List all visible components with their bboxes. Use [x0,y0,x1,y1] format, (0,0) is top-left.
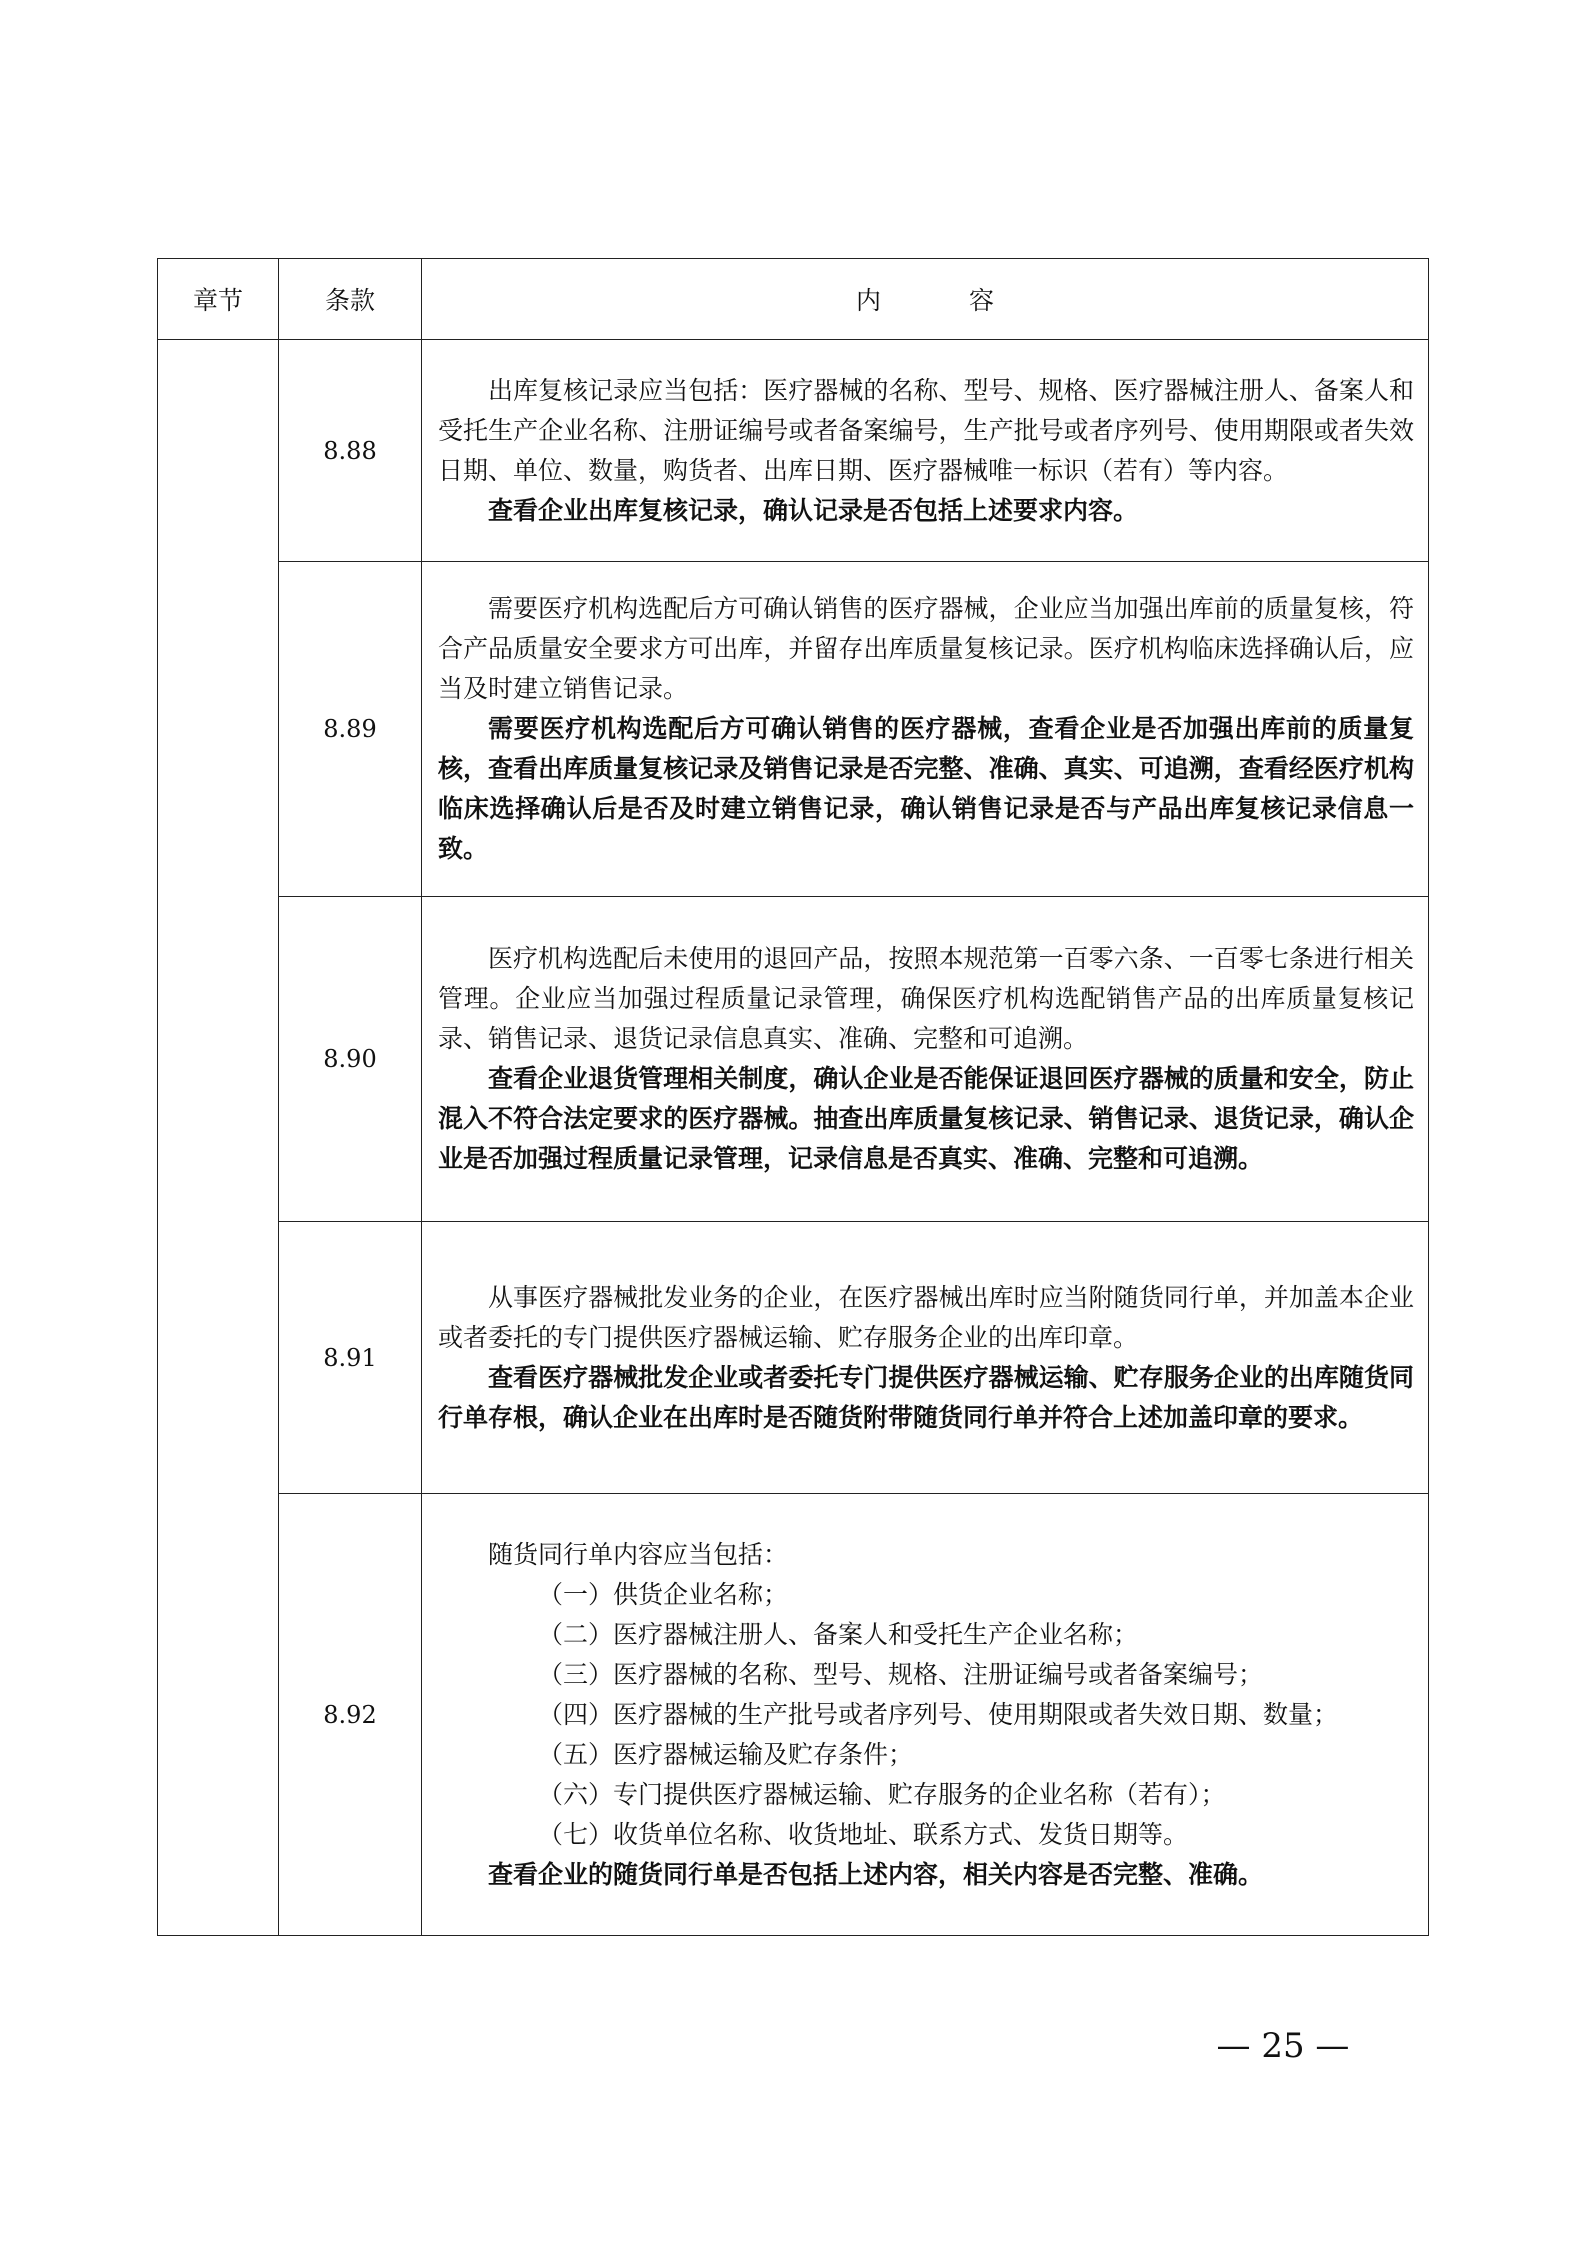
clause-number: 8.91 [279,1222,422,1494]
list-item: （三）医疗器械的名称、型号、规格、注册证编号或者备案编号； [538,1659,1264,1689]
inspection-text: 查看医疗器械批发企业或者委托专门提供医疗器械运输、贮存服务企业的出库随货同行单存根，确认企业在出库时是否随货附带随货同行单并符合上述加盖印章的要求。 [438,1362,1414,1432]
table-header-row [158,259,1429,340]
list-item: （一）供货企业名称； [538,1579,789,1609]
list-item: （二）医疗器械注册人、备案人和受托生产企业名称； [538,1619,1139,1649]
requirement-text: 出库复核记录应当包括：医疗器械的名称、型号、规格、医疗器械注册人、备案人和受托生产企业名称、注册证编号或者备案编号，生产批号或者序列号、使用期限或者失效日期、单位、数量，购货者、出库日期、医疗器械唯一标识（若有）等内容。 [438,375,1414,485]
regulation-table [157,258,1429,1936]
inspection-text: 查看企业的随货同行单是否包括上述内容，相关内容是否完整、准确。 [488,1859,1264,1889]
clause-number: 8.92 [279,1494,422,1936]
clause-content [422,562,1429,897]
requirement-text: 从事医疗器械批发业务的企业，在医疗器械出库时应当附随货同行单，并加盖本企业或者委托的专门提供医疗器械运输、贮存服务企业的出库印章。 [438,1282,1414,1352]
header-clause: 条款 [279,259,422,340]
table-row [158,1222,1429,1494]
requirement-text: 医疗机构选配后未使用的退回产品，按照本规范第一百零六条、一百零七条进行相关管理。企业应当加强过程质量记录管理，确保医疗机构选配销售产品的出库质量复核记录、销售记录、退货记录信息真实、准确、完整和可追溯。 [438,944,1414,1053]
list-item: （七）收货单位名称、收货地址、联系方式、发货日期等。 [538,1819,1189,1849]
table-row [158,1494,1429,1936]
inspection-text: 需要医疗机构选配后方可确认销售的医疗器械，查看企业是否加强出库前的质量复核，查看出库质量复核记录及销售记录是否完整、准确、真实、可追溯，查看经医疗机构临床选择确认后是否及时建立销售记录，确认销售记录是否与产品出库复核记录信息一致。 [438,714,1414,863]
inspection-text: 查看企业退货管理相关制度，确认企业是否能保证退回医疗器械的质量和安全，防止混入不符合法定要求的医疗器械。抽查出库质量复核记录、销售记录、退货记录，确认企业是否加强过程质量记录管理，记录信息是否真实、准确、完整和可追溯。 [438,1064,1414,1173]
clause-content [422,897,1429,1222]
clause-content [422,1222,1429,1494]
list-intro: 随货同行单内容应当包括： [488,1539,789,1569]
requirement-text: 需要医疗机构选配后方可确认销售的医疗器械，企业应当加强出库前的质量复核，符合产品质量安全要求方可出库，并留存出库质量复核记录。医疗机构临床选择确认后，应当及时建立销售记录。 [438,594,1414,703]
header-chapter: 章节 [158,259,279,340]
list-item: （五）医疗器械运输及贮存条件； [538,1739,914,1769]
list-item: （四）医疗器械的生产批号或者序列号、使用期限或者失效日期、数量； [538,1699,1339,1729]
clause-number: 8.90 [279,897,422,1222]
page-number: — 25 — [1216,2026,1350,2066]
list-item: （六）专门提供医疗器械运输、贮存服务的企业名称（若有）； [538,1779,1226,1809]
clause-content [422,340,1429,562]
clause-number: 8.89 [279,562,422,897]
inspection-text: 查看企业出库复核记录，确认记录是否包括上述要求内容。 [488,495,1139,525]
chapter-cell [158,340,279,1936]
clause-number: 8.88 [279,340,422,562]
clause-content [422,1494,1429,1936]
table-row [158,897,1429,1222]
table-row [158,340,1429,562]
header-content: 内 容 [422,259,1429,340]
table-row [158,562,1429,897]
